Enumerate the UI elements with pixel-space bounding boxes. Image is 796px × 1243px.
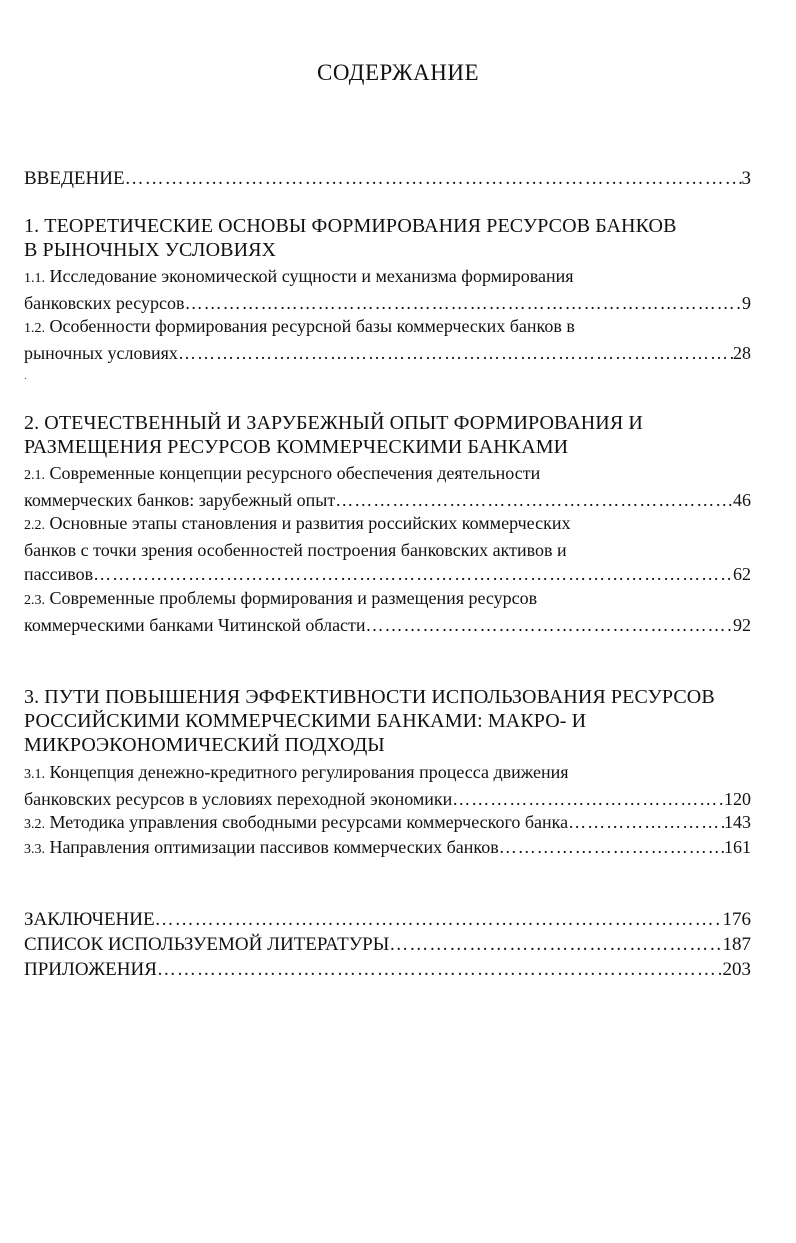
toc-entry-bibliography [24, 933, 751, 957]
chapter-heading-line: МИКРОЭКОНОМИЧЕСКИЙ ПОДХОДЫ [24, 734, 385, 756]
section-number: 2.1. [24, 468, 45, 483]
toc-entry-3-1 [24, 760, 751, 811]
leader-dots [499, 835, 724, 859]
toc-entry-page: 28 [733, 343, 751, 363]
section-title-line: банков с точки зрения особенностей построения банковских активов и [24, 540, 567, 560]
toc-entry-1-2 [24, 314, 751, 365]
toc-entry-2-3 [24, 586, 751, 637]
section-title-line: Исследование экономической сущности и механизма формирования [49, 266, 574, 286]
section-title-line: Современные проблемы формирования и размещения ресурсов [49, 588, 538, 608]
leader-dots [93, 562, 733, 586]
toc-entry-label: ПРИЛОЖЕНИЯ [24, 959, 157, 980]
leader-dots [366, 613, 733, 637]
leader-dots [155, 908, 723, 932]
section-number: 3.3. [24, 842, 45, 857]
section-title-line: коммерческих банков: зарубежный опыт [24, 490, 336, 510]
toc-entry-page: 203 [722, 959, 751, 980]
chapter-heading-line: 1. ТЕОРЕТИЧЕСКИЕ ОСНОВЫ ФОРМИРОВАНИЯ РЕСУРСОВ БАНКОВ [24, 215, 677, 237]
chapter-heading-line: 2. ОТЕЧЕСТВЕННЫЙ И ЗАРУБЕЖНЫЙ ОПЫТ ФОРМИРОВАНИЯ И [24, 412, 643, 434]
toc-entry-label: СПИСОК ИСПОЛЬЗУЕМОЙ ЛИТЕРАТУРЫ [24, 934, 390, 955]
section-number: 1.1. [24, 271, 45, 286]
toc-entry-page: 62 [733, 564, 751, 584]
section-number: 1.2. [24, 321, 45, 336]
leader-dots [335, 488, 733, 512]
chapter-1-heading [24, 214, 774, 262]
leader-dots [568, 810, 724, 834]
section-number: 2.3. [24, 593, 45, 608]
toc-entry-page: 143 [724, 812, 751, 832]
toc-entry-page: 176 [722, 909, 751, 930]
section-title-line: пассивов [24, 564, 94, 584]
section-title-line: Основные этапы становления и развития российских коммерческих [49, 513, 571, 533]
toc-entry-page: 161 [724, 837, 751, 857]
chapter-heading-line: РАЗМЕЩЕНИЯ РЕСУРСОВ КОММЕРЧЕСКИМИ БАНКАМИ [24, 436, 569, 458]
page-title: СОДЕРЖАНИЕ [316, 60, 479, 85]
toc-entry-1-1 [24, 264, 751, 315]
section-number: 3.1. [24, 767, 45, 782]
section-title-line: Направления оптимизации пассивов коммерческих банков [49, 837, 499, 857]
chapter-heading-line: 3. ПУТИ ПОВЫШЕНИЯ ЭФФЕКТИВНОСТИ ИСПОЛЬЗОВАНИЯ РЕСУРСОВ [24, 686, 715, 708]
section-number: 2.2. [24, 518, 45, 533]
leader-dots [185, 291, 742, 315]
toc-entry-page: 46 [733, 490, 751, 510]
section-title-line: рыночных условиях [24, 343, 178, 363]
toc-entry-page: 187 [722, 934, 751, 955]
chapter-heading-line: В РЫНОЧНЫХ УСЛОВИЯХ [24, 239, 277, 261]
section-title-line: коммерческими банками Читинской области [24, 615, 366, 635]
leader-dots [389, 933, 722, 957]
toc-entry-intro [24, 167, 751, 191]
toc-entry-page: 120 [724, 789, 751, 809]
stray-mark: . [24, 368, 27, 382]
leader-dots [125, 167, 742, 191]
toc-entry-3-2 [24, 810, 751, 837]
toc-entry-2-1 [24, 461, 751, 512]
toc-entry-page: 3 [741, 168, 751, 189]
chapter-2-heading [24, 411, 774, 459]
chapter-heading-line: РОССИЙСКИМИ КОММЕРЧЕСКИМИ БАНКАМИ: МАКРО- И [24, 710, 587, 732]
section-number: 3.2. [24, 817, 45, 832]
section-title-line: банковских ресурсов в условиях переходной экономики [24, 789, 453, 809]
toc-entry-2-2 [24, 511, 751, 586]
toc-entry-label: ВВЕДЕНИЕ [24, 168, 125, 189]
toc-entry-page: 9 [742, 293, 751, 313]
leader-dots [157, 958, 723, 982]
chapter-3-heading [24, 685, 774, 757]
leader-dots [452, 787, 724, 811]
leader-dots [178, 341, 733, 365]
toc-entry-page: 92 [733, 615, 751, 635]
toc-entry-label: ЗАКЛЮЧЕНИЕ [24, 909, 155, 930]
section-title-line: Концепция денежно-кредитного регулирования процесса движения [49, 762, 569, 782]
section-title-line: банковских ресурсов [24, 293, 185, 313]
section-title-line: Методика управления свободными ресурсами коммерческого банка [49, 812, 569, 832]
section-title-line: Современные концепции ресурсного обеспечения деятельности [49, 463, 541, 483]
toc-entry-appendices [24, 958, 751, 982]
toc-entry-conclusion [24, 908, 751, 932]
toc-entry-3-3 [24, 835, 751, 862]
section-title-line: Особенности формирования ресурсной базы коммерческих банков в [49, 316, 575, 336]
